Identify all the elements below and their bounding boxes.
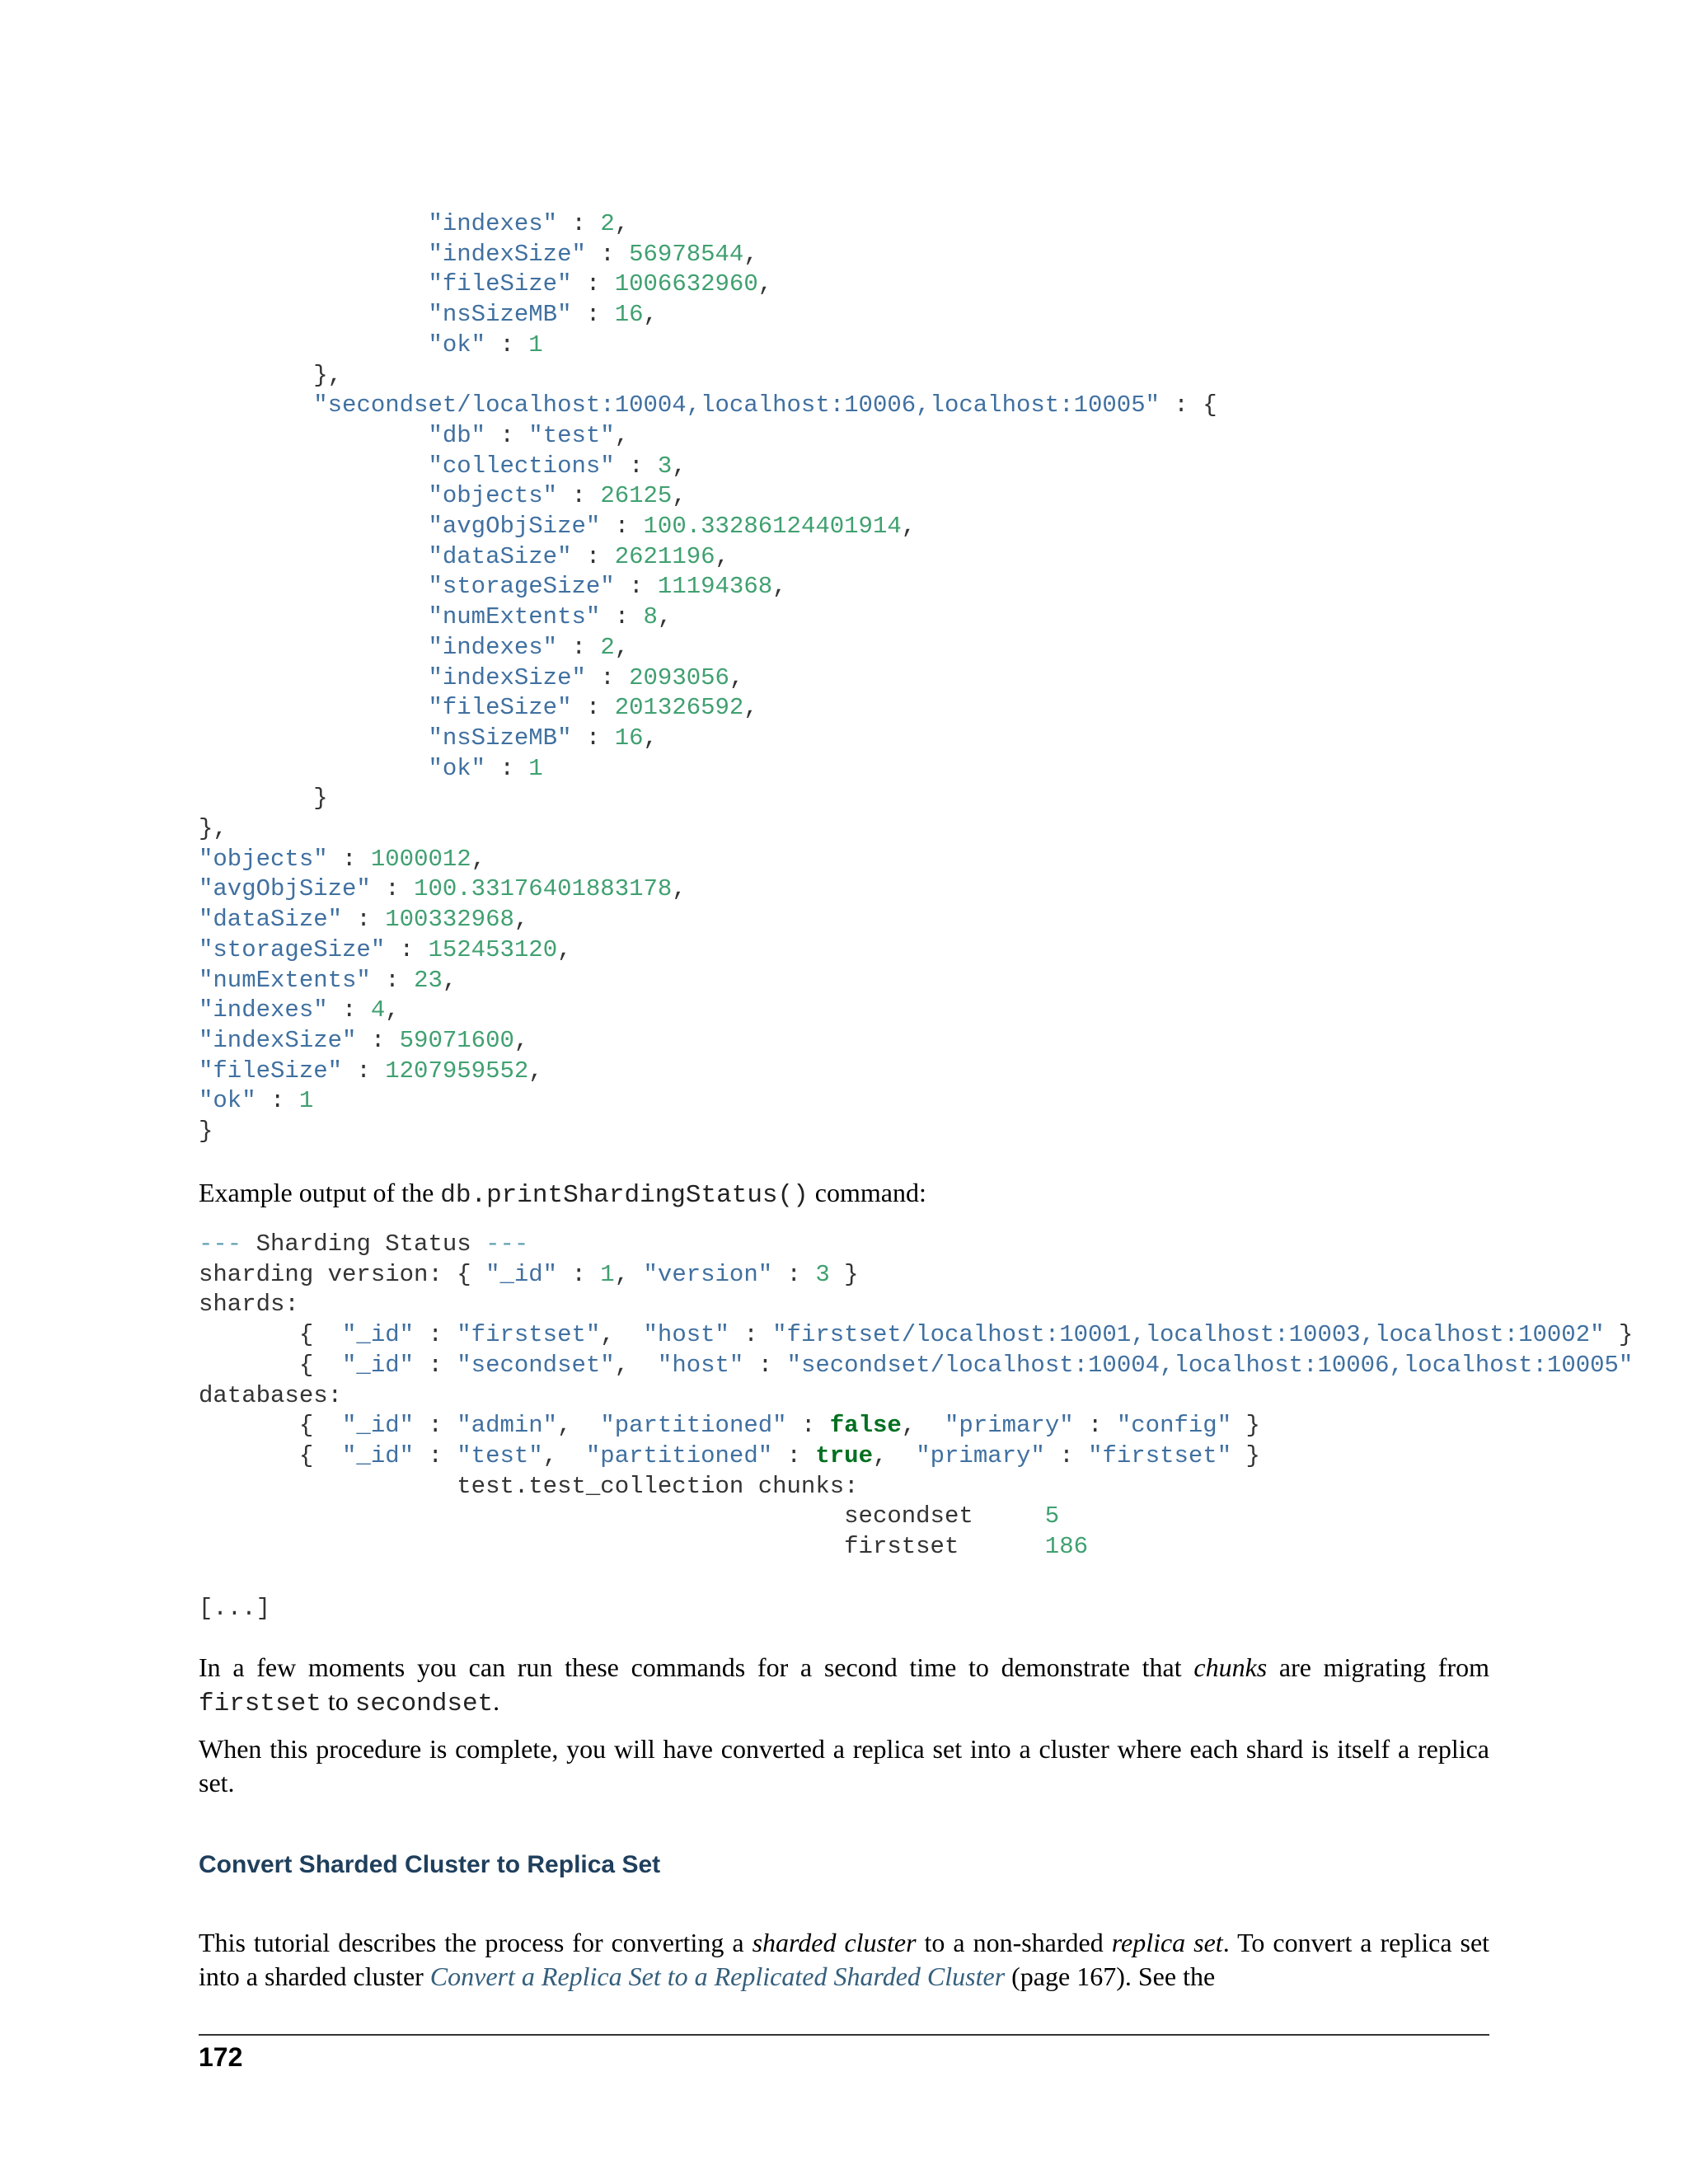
paragraph-procedure-complete: When this procedure is complete, you will have converted a replica set into a cluster where each shard is itself a replica set. — [199, 1734, 1489, 1797]
code-block-sharding-status: --- Sharding Status --- sharding version: { "_id" : 1, "version" : 3 } shards: { "_id" : "firstset", "host" : "firstset/localhost:10001,localhost:10003,localhost:10002" } { "_id" : "secondset", "host" : "secondset/localhost:10004,localhost:10006,localhost:10005" databases: { "_id" : "admin", "partitioned" : false, "primary" : "config" } { "_id" : "test", "partitioned" : true, "primary" : "firstset" } test.test_collection chunks: secondset 5 firstset 186 — [199, 1230, 1634, 1561]
inline-code-print-sharding-status: db.printShardingStatus() — [440, 1181, 809, 1210]
page-number: 172 — [199, 2042, 243, 2072]
code-block-ellipsis: [...] — [199, 1595, 271, 1622]
paragraph-chunks-migrating: In a few moments you can run these commands for a second time to demonstrate that chunks are migrating from firstset to secondset. — [199, 1652, 1490, 1718]
inline-code-firstset: firstset — [199, 1690, 321, 1718]
inline-code-secondset: secondset — [354, 1690, 494, 1718]
paragraph-tutorial-intro: This tutorial describes the process for converting a sharded cluster to a non-sharded replica set. To convert a replica set into a sharded cluster Convert a Replica Set to a Replicated Sharded Cluster (page 167). See the — [199, 1928, 1490, 1991]
code-block-stats: "indexes" : 2, "indexSize" : 56978544, "fileSize" : 1006632960, "nsSizeMB" : 16, "ok" : 1 }, "secondset/localhost:10004,localhost:10006,localhost:10005" : { "db" : "test", "collections" : 3, "objects" : 26125, "avgObjSize" : 100.33286124401914, "dataSize" : 2621196, "storageSize" : 11194368, "numExtents" : 8, "indexes" : 2, "indexSize" : 2093056, "fileSize" : 201326592, "nsSizeMB" : 16, "ok" : 1 } }, "objects" : 1000012, "avgObjSize" : 100.33176401883178, "dataSize" : 100332968, "storageSize" : 152453120, "numExtents" : 23, "indexes" : 4, "indexSize" : 59071600, "fileSize" : 1207959552, "ok" : 1 } — [199, 210, 1217, 1146]
link-convert-replica-set[interactable]: Convert a Replica Set to a Replicated Sharded Cluster — [429, 1961, 1006, 1991]
section-heading: Convert Sharded Cluster to Replica Set — [199, 1851, 661, 1878]
footer-rule — [199, 2034, 1489, 2036]
intro-paragraph: Example output of the db.printShardingStatus() command: — [199, 1178, 926, 1210]
